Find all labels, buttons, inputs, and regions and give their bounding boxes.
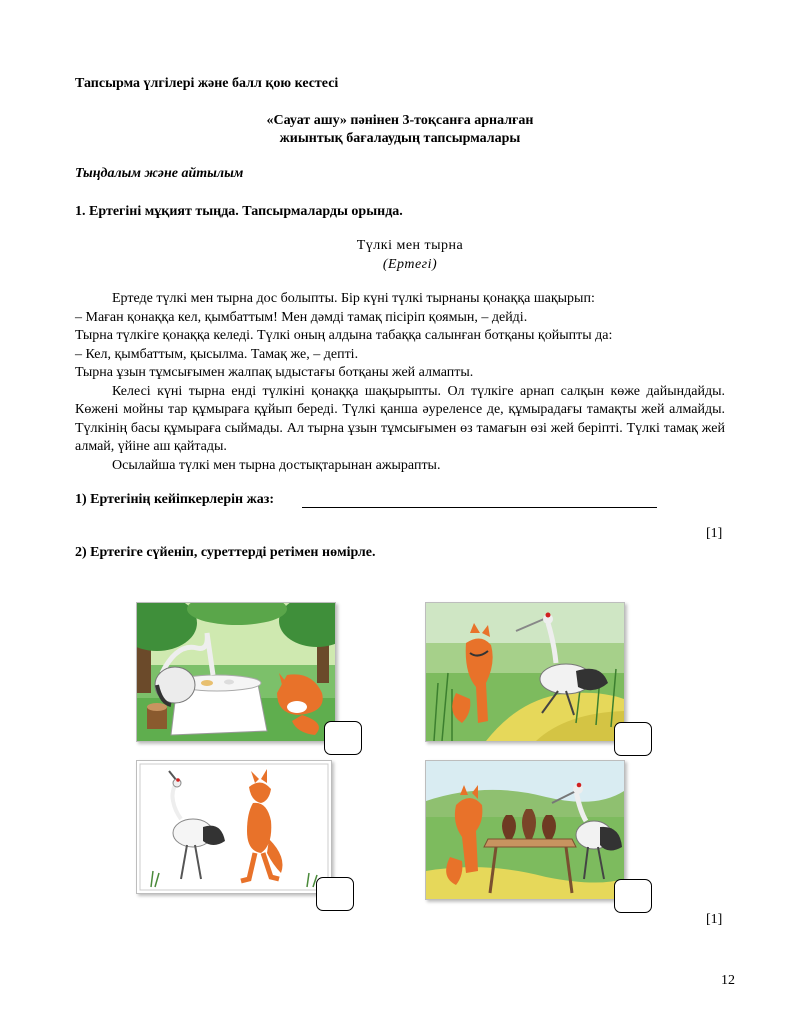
story-line: Келесі күні тырна енді түлкіні қонаққа шақырыпты. Ол түлкіге арнап салқын көже дайындайды. Көжені мойны тар құмыраға құйып береді. Түлкі қанша әуреленсе де, құмырадағы тамақты жей алмайды. Түлкінің басы құмыраға сыймады. Ал тырна ұзын тұмсығымен өз тамағын өзі жей беріпті. Түлкі тамақ жей алмай, үйіне аш қайтады. xyxy=(75,383,725,454)
number-box-picture-4[interactable] xyxy=(614,879,652,913)
section-title: Тыңдалым және айтылым xyxy=(75,166,244,181)
question-1-score: [1] xyxy=(706,526,723,541)
page-number: 12 xyxy=(721,973,735,988)
illustration-fox-crane-white xyxy=(137,761,331,893)
story-title: Түлкі мен тырна xyxy=(356,238,464,253)
story-line: – Маған қонаққа кел, қымбаттым! Мен дәмді тамақ пісіріп қоямын, – дейді. xyxy=(75,309,528,325)
illustration-jugs-table xyxy=(426,761,624,899)
page-heading: Тапсырма үлгілері және балл қою кестесі xyxy=(75,76,339,91)
number-box-picture-3[interactable] xyxy=(316,877,354,911)
story-text xyxy=(75,290,725,475)
number-box-picture-2[interactable] xyxy=(614,722,652,756)
story-subtitle: (Ертегі) xyxy=(382,257,438,272)
task-1-instruction: 1. Ертегіні мұқият тыңда. Тапсырмаларды орында. xyxy=(75,204,403,219)
assessment-title-line2: жиынтық бағалаудың тапсырмалары xyxy=(279,131,521,146)
question-2-score: [1] xyxy=(706,912,723,927)
assessment-title-line1: «Сауат ашу» пәнінен 3-тоқсанға арналған xyxy=(266,113,534,128)
story-line: Осылайша түлкі мен тырна достықтарынан ажырапты. xyxy=(112,457,441,473)
story-line: Тырна түлкіге қонаққа келеді. Түлкі оның алдына табаққа салынған ботқаны қойыпты да: xyxy=(75,328,613,343)
picture-crane-serves-jugs xyxy=(425,760,625,900)
answer-line[interactable] xyxy=(302,507,657,508)
story-line: – Кел, қымбаттым, қысылма. Тамақ же, – депті. xyxy=(75,346,359,362)
picture-fox-invites-crane xyxy=(425,602,625,742)
number-box-picture-1[interactable] xyxy=(324,721,362,755)
illustration-fox-crane-reeds xyxy=(426,603,624,741)
story-line: Тырна ұзын тұмсығымен жалпақ ыдыстағы ботқаны жей алмапты. xyxy=(75,365,474,380)
picture-fox-serves-porridge xyxy=(136,602,336,742)
story-line: Ертеде түлкі мен тырна дос болыпты. Бір күні түлкі тырнаны қонаққа шақырып: xyxy=(112,291,595,306)
illustration-fox-table xyxy=(137,603,335,741)
picture-fox-and-crane-standing xyxy=(136,760,332,894)
question-2: 2) Ертегіге сүйеніп, суреттерді ретімен нөмірле. xyxy=(75,545,376,560)
question-1: 1) Ертегінің кейіпкерлерін жаз: xyxy=(75,492,275,507)
